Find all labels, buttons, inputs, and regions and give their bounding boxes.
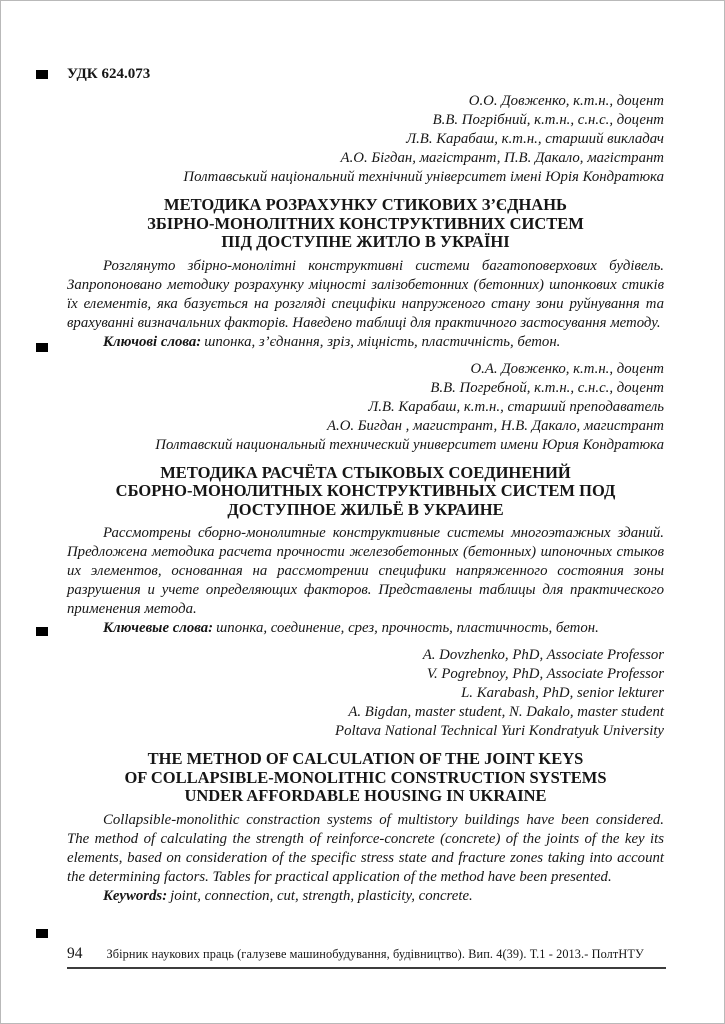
author-line: О.О. Довженко, к.т.н., доцент: [468, 93, 664, 109]
keywords-text: шпонка, соединение, срез, прочность, пластичность, бетон.: [216, 620, 599, 636]
title-line: МЕТОДИКА РАСЧЁТА СТЫКОВЫХ СОЕДИНЕНИЙ: [160, 462, 571, 482]
keywords-ru: [67, 619, 664, 638]
abstract-en: Collapsible-monolithic constraction systems of multistory buildings have been considered. The method of calculating the strength of reinforce-concrete (concrete) of the joints of the key its elements, based on consideration of the specific stress state and fracture zones taking into account the determining factors. Tables for practical application of the method have been presented.: [67, 811, 664, 885]
section-english: [67, 646, 664, 906]
paper-title-uk: [67, 196, 664, 252]
author-line: В.В. Погребной, к.т.н., с.н.с., доцент: [430, 379, 664, 396]
author-line: Л.В. Карабаш, к.т.н., старший преподаватель: [368, 398, 664, 415]
page-number: 94: [67, 945, 83, 962]
author-line: A. Bigdan, master student, N. Dakalo, master student: [348, 704, 664, 720]
author-line: V. Pogrebnoy, PhD, Associate Professor: [426, 666, 664, 682]
scan-artifact-mark: [36, 627, 48, 636]
scan-artifact-mark: [36, 929, 48, 938]
author-line: A. Dovzhenko, PhD, Associate Professor: [422, 647, 664, 663]
affiliation-line: Полтавський національний технічний університет імені Юрія Кондратюка: [183, 169, 664, 185]
abstract-ru: Рассмотрены сборно-монолитные конструктивные системы многоэтажных зданий. Предложена методика расчета прочности железобетонных (бетонных) шпоночных стыков их элементов, основанная на рассмотрении специфики напряженного состояния зоны разрушения и учете определяющих факторов. Представлены таблицы для практического применения метода.: [67, 525, 664, 617]
paper-title-en: [67, 750, 664, 806]
authors-block-uk: [67, 92, 664, 187]
author-line: А.О. Бігдан, магістрант, П.В. Дакало, магістрант: [340, 150, 664, 166]
keywords-en: [67, 887, 664, 906]
title-line: ДОСТУПНОЕ ЖИЛЬЁ В УКРАИНЕ: [227, 499, 504, 519]
affiliation-line: Полтавский национальный технический университет имени Юрия Кондратюка: [155, 436, 664, 453]
abstract-uk: Розглянуто збірно-монолітні конструктивні системи багатоповерхових будівель. Запропоновано методику розрахунку міцності залізобетонних (бетонних) шпонкових стиків їх елементів, яка базується на розгляді специфіки напруженого стану зони руйнування та врахуванні визначальних факторів. Наведено таблиці для практичного застосування методу.: [67, 257, 664, 331]
keywords-label: Ключевые слова:: [103, 620, 214, 636]
author-line: А.О. Бигдан , магистрант, Н.В. Дакало, магистрант: [326, 417, 664, 434]
title-line: ЗБІРНО-МОНОЛІТНИХ КОНСТРУКТИВНИХ СИСТЕМ: [147, 213, 584, 233]
paper-title-ru: [67, 464, 664, 520]
keywords-uk: [67, 333, 664, 352]
section-russian: [67, 360, 664, 639]
title-line: СБОРНО-МОНОЛИТНЫХ КОНСТРУКТИВНЫХ СИСТЕМ ПОД: [115, 481, 616, 500]
author-line: О.А. Довженко, к.т.н., доцент: [470, 360, 664, 377]
page-footer: [67, 946, 666, 969]
authors-block-en: [67, 646, 664, 741]
title-line: THE METHOD OF CALCULATION OF THE JOINT KEYS: [147, 749, 584, 768]
keywords-text: шпонка, з’єднання, зріз, міцність, пластичність, бетон.: [204, 333, 561, 350]
author-line: В.В. Погрібний, к.т.н., с.н.с., доцент: [432, 112, 664, 128]
title-line: ПІД ДОСТУПНЕ ЖИТЛО В УКРАЇНІ: [221, 232, 510, 251]
udc-code: УДК 624.073: [67, 66, 151, 82]
title-line: UNDER AFFORDABLE HOUSING IN UKRAINE: [184, 786, 547, 805]
affiliation-line: Poltava National Technical Yuri Kondratyuk University: [335, 723, 664, 739]
author-line: Л.В. Карабаш, к.т.н., старший викладач: [406, 131, 664, 147]
keywords-label: Ключові слова:: [103, 333, 202, 350]
authors-block-ru: [67, 360, 664, 455]
scan-artifact-mark: [36, 343, 48, 352]
scan-artifact-mark: [36, 70, 48, 79]
journal-citation: Збірник наукових праць (галузеве машинобудування, будівництво). Вип. 4(39). Т.1 - 2013.- ПолтНТУ: [106, 947, 644, 961]
author-line: L. Karabash, PhD, senior lekturer: [461, 685, 664, 701]
title-line: OF COLLAPSIBLE-MONOLITHIC CONSTRUCTION SYSTEMS: [124, 767, 607, 787]
keywords-text: joint, connection, cut, strength, plasticity, concrete.: [170, 887, 473, 904]
section-ukrainian: [67, 92, 664, 352]
title-line: МЕТОДИКА РОЗРАХУНКУ СТИКОВИХ З’ЄДНАНЬ: [164, 195, 567, 214]
keywords-label: Keywords:: [103, 887, 168, 904]
